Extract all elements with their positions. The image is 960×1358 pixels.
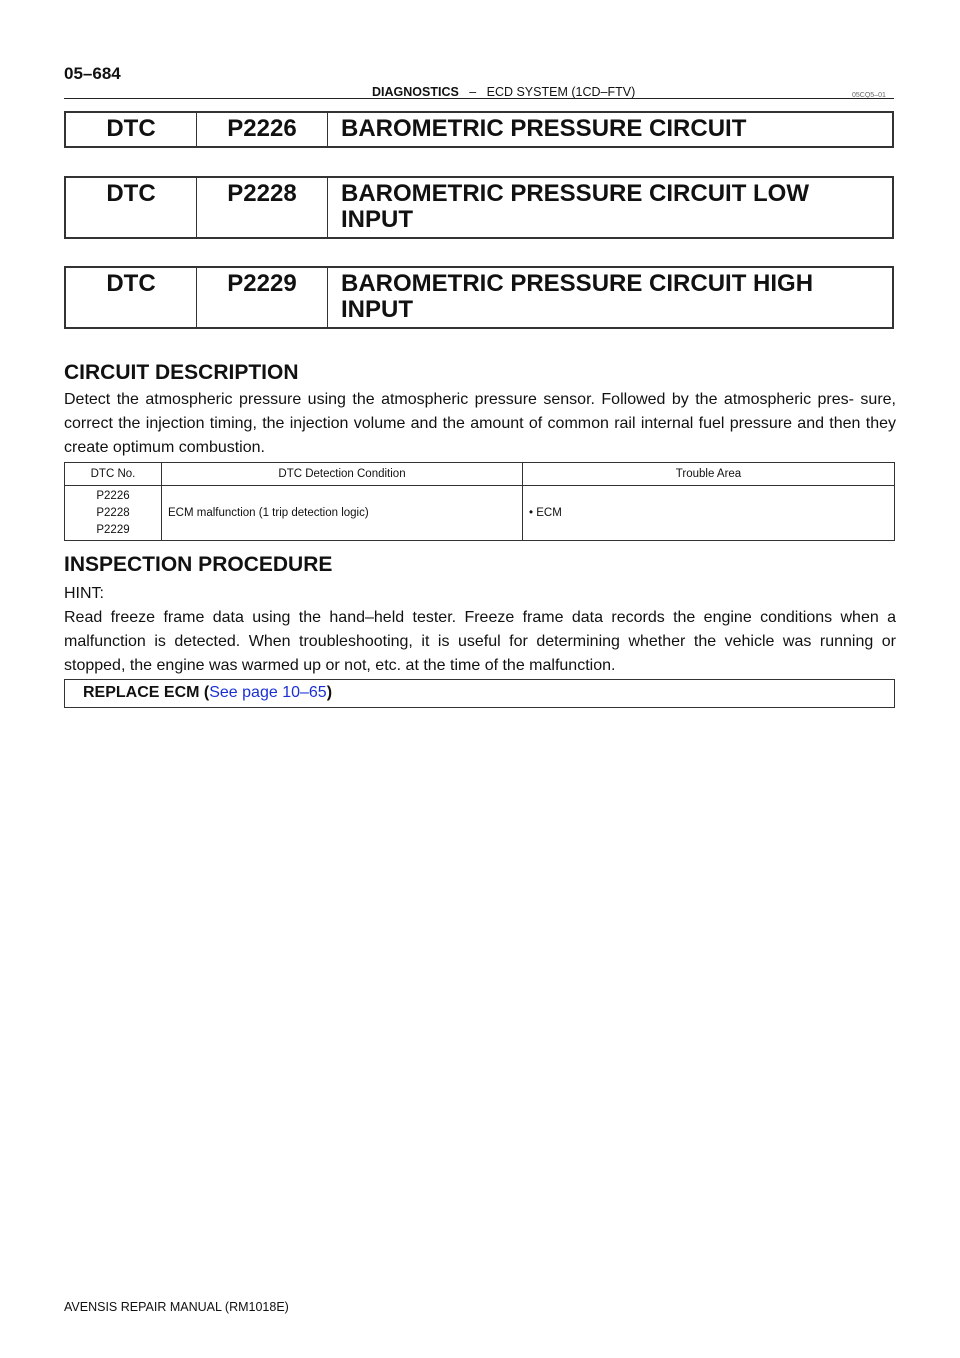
header-section: DIAGNOSTICS <box>372 85 459 99</box>
table-row <box>65 486 895 541</box>
hint-text: Read freeze frame data using the hand–held tester. Freeze frame data records the engine conditions when a malfunction is detected. When troubleshooting, it is useful for determining whether the vehicle was running or stopped, the engine was warmed up or not, etc. at the time of the malfunction. <box>64 609 896 674</box>
dtc-box-p2228 <box>64 176 894 239</box>
header-dash: – <box>469 85 477 99</box>
page-header <box>372 85 635 99</box>
dtc-box-p2226 <box>64 111 894 148</box>
dtc-code-item: P2229 <box>96 523 130 536</box>
dtc-title-line: INPUT <box>341 206 413 233</box>
dtc-code: P2229 <box>197 268 328 327</box>
dtc-box-p2229 <box>64 266 894 329</box>
dtc-label: DTC <box>66 268 197 327</box>
inspection-procedure-title: INSPECTION PROCEDURE <box>64 553 333 576</box>
dtc-title-line: INPUT <box>341 296 413 323</box>
table-header-row <box>65 463 895 486</box>
circuit-description-title: CIRCUIT DESCRIPTION <box>64 361 299 384</box>
replace-ecm-label: REPLACE ECM ( <box>83 684 210 701</box>
header-rule <box>64 98 894 99</box>
table-header-cell: Trouble Area <box>523 463 895 486</box>
footer-manual-title: AVENSIS REPAIR MANUAL (RM1018E) <box>64 1300 289 1314</box>
see-page-link[interactable]: See page 10–65 <box>209 684 327 701</box>
table-header-cell: DTC Detection Condition <box>162 463 523 486</box>
dtc-label: DTC <box>66 113 197 146</box>
page-number: 05–684 <box>64 64 121 83</box>
dtc-title <box>328 268 892 327</box>
replace-ecm-step <box>64 679 895 708</box>
trouble-area-cell: • ECM <box>523 486 895 541</box>
table-header-cell: DTC No. <box>65 463 162 486</box>
header-code: 05CQ5–01 <box>852 92 886 99</box>
replace-ecm-suffix: ) <box>326 684 333 701</box>
dtc-title-line: BAROMETRIC PRESSURE CIRCUIT LOW <box>341 180 809 207</box>
header-subsection: ECD SYSTEM (1CD–FTV) <box>486 85 636 99</box>
dtc-code-item: P2228 <box>96 506 130 519</box>
dtc-code-item: P2226 <box>96 489 130 502</box>
dtc-code: P2226 <box>197 113 328 146</box>
dtc-title <box>328 178 892 237</box>
dtc-title <box>328 113 892 146</box>
detection-condition-cell: ECM malfunction (1 trip detection logic) <box>162 486 523 541</box>
dtc-code: P2228 <box>197 178 328 237</box>
circuit-description-text: Detect the atmospheric pressure using the atmospheric pressure sensor. Followed by the atmospheric pres- sure, correct the injection timing, the injection volume and the amount of common rail internal fuel pressure and then they create optimum combustion. <box>64 391 896 456</box>
dtc-label: DTC <box>66 178 197 237</box>
hint-label: HINT: <box>64 585 104 602</box>
dtc-title-line: BAROMETRIC PRESSURE CIRCUIT HIGH <box>341 270 814 297</box>
dtc-table <box>64 462 895 541</box>
dtc-codes-cell <box>65 486 162 541</box>
dtc-title-line: BAROMETRIC PRESSURE CIRCUIT <box>341 115 747 142</box>
